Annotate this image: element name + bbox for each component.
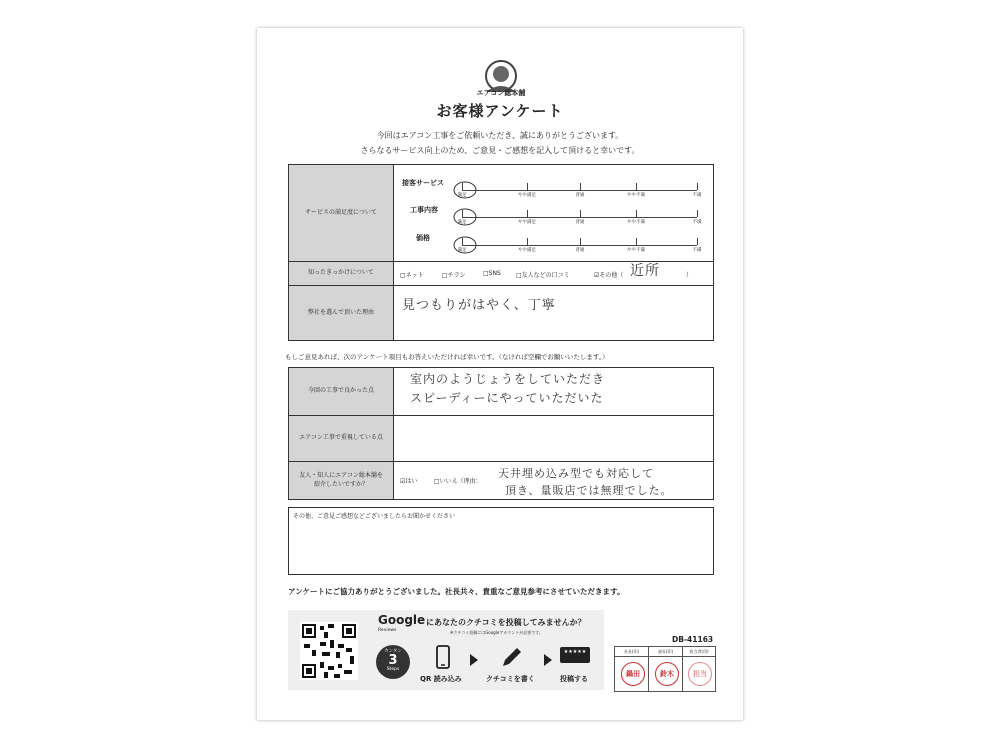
selected-circle-icon [452,180,478,200]
scale-label: 普通 [575,193,585,198]
important-label: エアコン工事で重視している点 [289,416,394,461]
qr-code-icon[interactable] [300,622,358,680]
intro-line-2: さらなるサービス向上のため、ご意見・ご感想を記入して頂けると幸いです。 [360,146,640,155]
satisfaction-scale-line [462,190,697,191]
scale-label: やや満足 [518,193,536,198]
seal-president: 鍋田 [621,662,645,686]
scale-label: 不満 [692,220,702,225]
good-points-answer-2: スピーディーにやっていただいた [410,391,604,405]
scale-tick[interactable] [636,183,637,190]
google-review-note: ※クチコミ投稿にはGoogleアカウントが必要です。 [450,630,543,635]
scale-label: 満足 [457,248,467,253]
arrow-right-icon [470,654,478,666]
google-reviews-label: Reviews [378,628,397,633]
google-review-title: にあなたのクチコミを投稿してみませんか？ [426,618,586,627]
option-other[interactable]: ☑その他（ [594,272,624,279]
steps-bottom: Steps [386,667,400,672]
satisfaction-label: サービスの満足度について [289,165,394,261]
scale-tick[interactable] [580,238,581,245]
other-source-answer: 近所 [630,263,660,279]
option-net[interactable]: □ネット [400,272,424,279]
scale-tick[interactable] [636,238,637,245]
scale-tick[interactable] [580,183,581,190]
scale-tick[interactable] [636,210,637,217]
source-label: 知ったきっかけについて [289,262,394,285]
satisfaction-category-2: 価格 [416,234,430,242]
scale-label: やや満足 [518,220,536,225]
scale-label: 満足 [457,220,467,225]
scale-label: 不満 [692,193,702,198]
step-qr-label: QR 読み込み [420,675,462,683]
satisfaction-category-0: 接客サービス [402,179,444,187]
scale-label: やや不満 [627,193,645,198]
logo-text: エアコン総本舗 [476,89,526,97]
stars-icon: ★★★★★ [563,649,587,655]
scale-label: やや不満 [627,220,645,225]
satisfaction-scale-line [462,245,697,246]
page-title: お客様アンケート [436,102,564,120]
seal-manager: 鈴木 [655,662,679,686]
three-steps-badge [376,645,410,679]
scale-tick[interactable] [580,210,581,217]
review-post-icon [560,647,590,663]
form-number: DB-41163 [672,635,714,644]
scale-label: 満足 [457,193,467,198]
satisfaction-category-1: 工事内容 [410,206,438,214]
steps-top: カンタン [384,649,402,654]
refer-yes[interactable]: ☑はい [400,478,418,485]
scale-tick[interactable] [697,210,698,217]
option-sns[interactable]: □SNS [483,270,501,277]
option-other-close: ） [686,272,693,279]
step-write-label: クチコミを書く [486,675,535,683]
step-post-label: 投稿する [560,675,588,683]
good-points-label: 今回の工事で良かった点 [289,368,394,415]
satisfaction-scale-line [462,217,697,218]
refer-label [289,462,394,499]
refer-label-line-1: 友人・知人にエアコン総本舗を [299,472,383,480]
thanks-message: アンケートにご協力ありがとうございました。社長共々、貴重なご意見参考にさせていただきます。 [288,587,625,596]
optional-note: もしご意見あれば、次のアンケート項目もお答えいただければ幸いです。（なければ空欄でお願いいたします。） [285,353,609,361]
arrow-right-icon [544,654,552,666]
stamp-header-manager: 部長(印) [649,647,683,657]
good-points-answer-1: 室内のようじょうをしていただき [410,372,606,386]
scale-tick[interactable] [697,238,698,245]
scale-label: 普通 [575,248,585,253]
reason-answer: 見つもりがはやく、丁寧 [402,298,556,313]
scale-tick[interactable] [697,183,698,190]
scale-label: 不満 [692,248,702,253]
stamp-header-staff: 担当者(印) [683,647,715,657]
pen-icon [500,645,524,669]
scale-label: 普通 [575,220,585,225]
stamp-header-president: 社長(印) [615,647,649,657]
phone-icon [436,645,450,669]
scale-label: やや満足 [518,248,536,253]
steps-number: 3 [388,653,398,668]
scale-tick[interactable] [527,238,528,245]
option-flyer[interactable]: □チラシ [442,272,466,279]
reason-label: 弊社を選んで頂いた理由 [289,286,394,340]
google-wordmark: Google [378,613,426,627]
refer-label-line-2: 紹介したいですか？ [313,480,368,488]
intro-line-1: 今回はエアコン工事をご依頼いただき、誠にありがとうございます。 [376,131,624,140]
selected-circle-icon [452,207,478,227]
other-comments-label: その他、ご意見ご感想などございましたらお聞かせください [293,513,456,520]
other-comments-box [288,507,714,575]
option-word-of-mouth[interactable]: □友人などの口コミ [516,272,570,279]
refer-answer-1: 天井埋め込み型でも対応して [498,467,654,480]
refer-no[interactable]: □いいえ（理由： [434,478,482,485]
seal-staff: 担当 [688,662,712,686]
approval-stamps [614,646,716,692]
scale-tick[interactable] [527,183,528,190]
scale-tick[interactable] [527,210,528,217]
scale-label: やや不満 [627,248,645,253]
refer-answer-2: 頂き、量販店では無理でした。 [505,484,673,497]
selected-circle-icon [452,235,478,255]
